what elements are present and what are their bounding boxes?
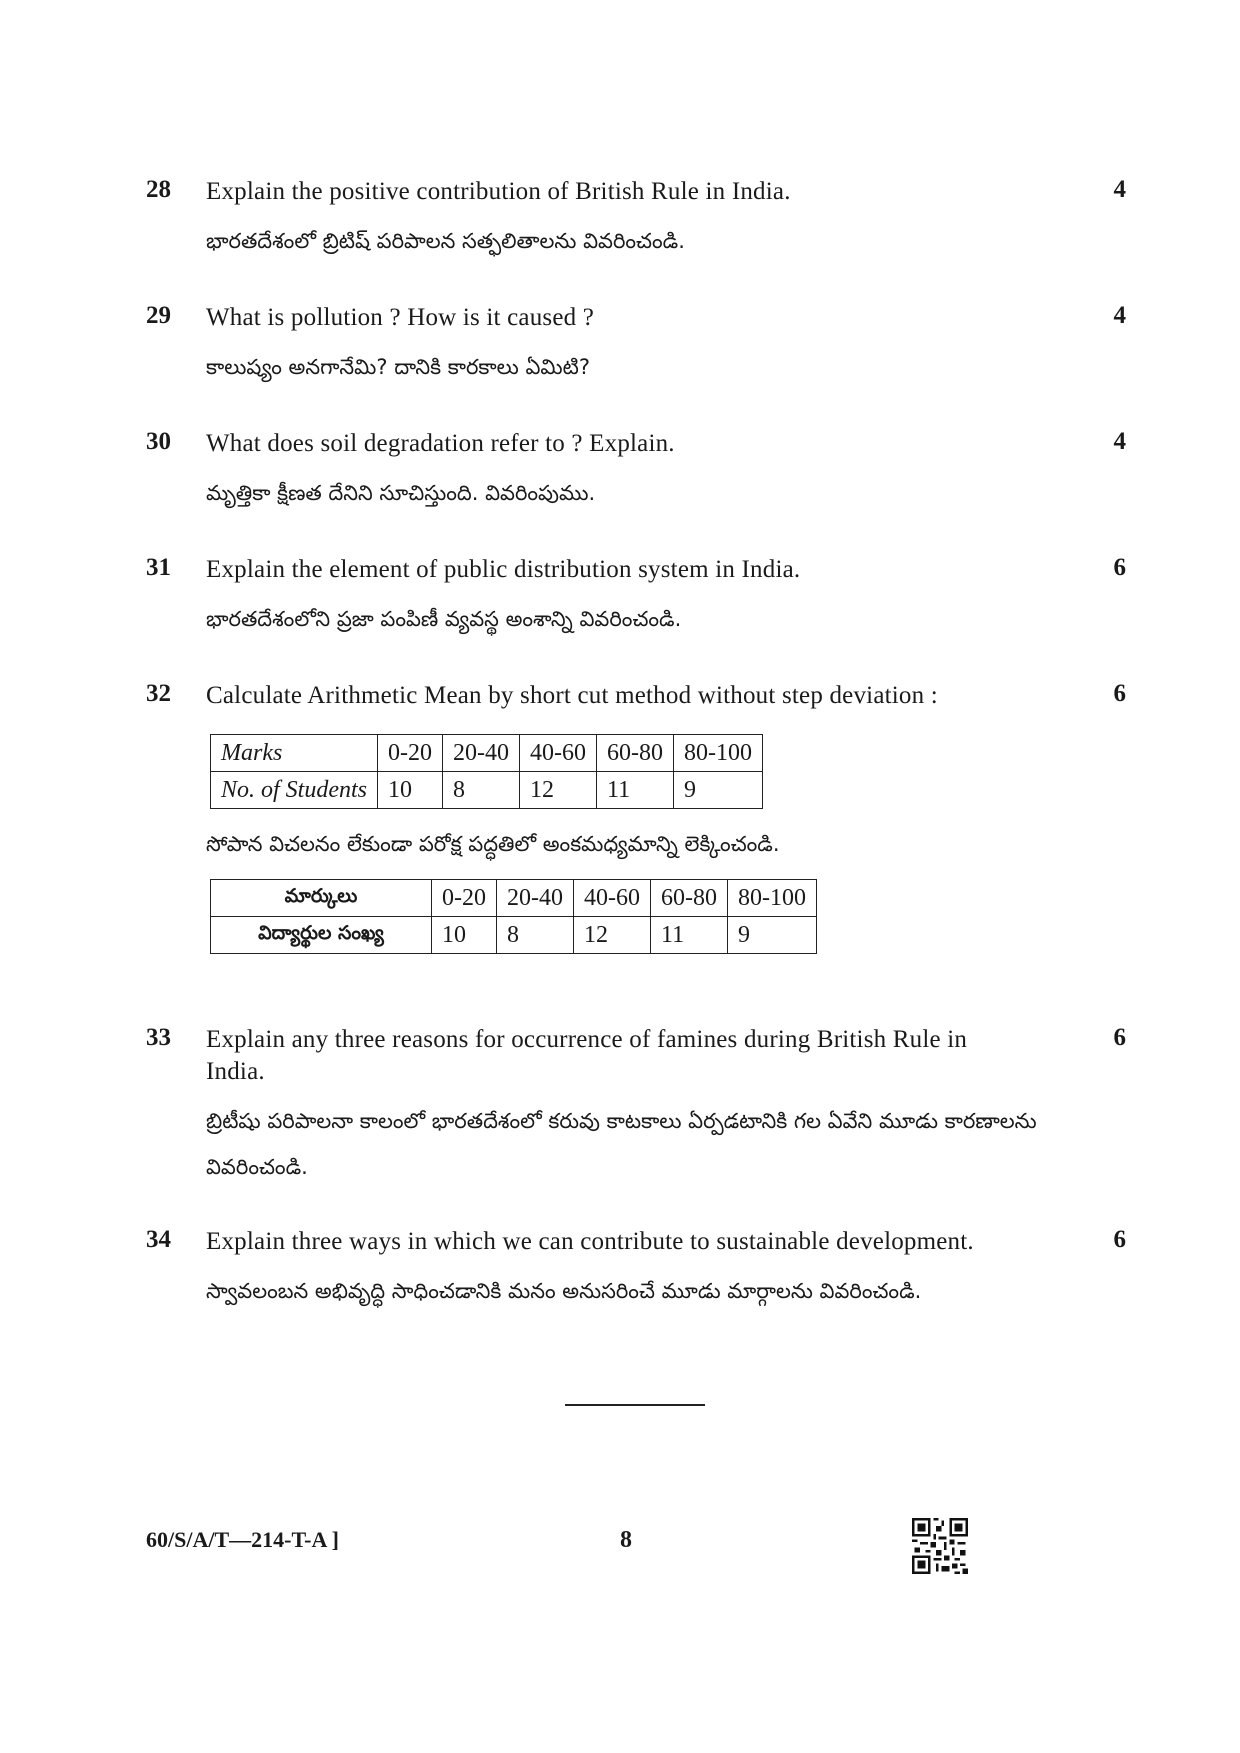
question-number: 32 <box>146 680 171 707</box>
question-text-telugu: భారతదేశంలో బ్రిటిష్ పరిపాలన సత్ఫలితాలను వివరించండి. <box>206 229 685 253</box>
question-number: 33 <box>146 1024 171 1051</box>
row-label: మార్కులు <box>211 880 432 917</box>
table-cell: 9 <box>674 772 763 809</box>
question-29 <box>146 302 1126 390</box>
qr-code-icon <box>912 1518 968 1574</box>
table-row <box>211 880 817 917</box>
question-marks: 6 <box>1113 1024 1126 1051</box>
question-number: 31 <box>146 554 171 581</box>
question-text-english: What does soil degradation refer to ? Explain. <box>206 430 675 457</box>
table-cell: 0-20 <box>432 880 497 917</box>
frequency-table-english <box>210 734 763 809</box>
question-number: 30 <box>146 428 171 455</box>
table-cell: 0-20 <box>378 735 443 772</box>
frequency-table-telugu <box>210 879 817 954</box>
question-text-english: Calculate Arithmetic Mean by short cut method without step deviation : <box>206 682 938 709</box>
paper-code: 60/S/A/T—214-T-A ] <box>146 1527 339 1552</box>
question-number: 28 <box>146 176 171 203</box>
question-34 <box>146 1226 1126 1314</box>
table-cell: 60-80 <box>651 880 728 917</box>
row-label: No. of Students <box>211 772 378 809</box>
question-text-english: What is pollution ? How is it caused ? <box>206 304 595 331</box>
table-cell: 12 <box>574 917 651 954</box>
question-30 <box>146 428 1126 516</box>
question-marks: 4 <box>1113 302 1126 329</box>
question-text-telugu: భారతదేశంలోని ప్రజా పంపిణీ వ్యవస్థ అంశాన్ని వివరించండి. <box>206 607 682 631</box>
table-cell: 8 <box>497 917 574 954</box>
table-row <box>211 772 763 809</box>
end-rule <box>565 1404 705 1406</box>
question-marks: 4 <box>1113 176 1126 203</box>
table-cell: 60-80 <box>597 735 674 772</box>
question-text-telugu: స్వావలంబన అభివృద్ధి సాధించడానికి మనం అనుసరించే మూడు మార్గాలను వివరించండి. <box>206 1279 922 1303</box>
table-row <box>211 735 763 772</box>
question-31 <box>146 554 1126 642</box>
question-28 <box>146 176 1126 264</box>
table-cell: 9 <box>728 917 817 954</box>
table-cell: 20-40 <box>497 880 574 917</box>
table-cell: 40-60 <box>574 880 651 917</box>
question-marks: 6 <box>1113 554 1126 581</box>
page-number: 8 <box>620 1527 632 1553</box>
table-row <box>211 917 817 954</box>
question-33 <box>146 1024 1126 1190</box>
row-label: Marks <box>211 735 378 772</box>
question-number: 29 <box>146 302 171 329</box>
table-cell: 80-100 <box>728 880 817 917</box>
question-text-telugu: సోపాన విచలనం లేకుండా పరోక్ష పద్ధతిలో అంకమధ్యమాన్ని లెక్కించండి. <box>206 832 780 856</box>
table-cell: 11 <box>651 917 728 954</box>
question-text-english: Explain any three reasons for occurrence of famines during British Rule in India. <box>206 1026 968 1085</box>
question-32 <box>146 680 1126 954</box>
table-cell: 12 <box>520 772 597 809</box>
question-marks: 6 <box>1113 680 1126 707</box>
question-text-telugu: మృత్తికా క్షీణత దేనిని సూచిస్తుంది. వివరింపుము. <box>206 481 596 505</box>
question-text-telugu: కాలుష్యం అనగానేమి? దానికి కారకాలు ఏమిటి? <box>206 355 590 379</box>
question-number: 34 <box>146 1226 171 1253</box>
table-cell: 80-100 <box>674 735 763 772</box>
table-cell: 11 <box>597 772 674 809</box>
table-cell: 10 <box>432 917 497 954</box>
question-text-english: Explain three ways in which we can contribute to sustainable development. <box>206 1228 974 1255</box>
table-cell: 20-40 <box>443 735 520 772</box>
table-cell: 10 <box>378 772 443 809</box>
question-text-english: Explain the positive contribution of British Rule in India. <box>206 178 791 205</box>
question-marks: 6 <box>1113 1226 1126 1253</box>
table-cell: 8 <box>443 772 520 809</box>
row-label: విద్యార్థుల సంఖ్య <box>211 917 432 954</box>
table-cell: 40-60 <box>520 735 597 772</box>
question-marks: 4 <box>1113 428 1126 455</box>
question-text-english: Explain the element of public distribution system in India. <box>206 556 801 583</box>
question-text-telugu: బ్రిటీషు పరిపాలనా కాలంలో భారతదేశంలో కరువు కాటకాలు ఏర్పడటానికి గల ఏవేని మూడు కారణాలను వివరించండి. <box>206 1109 1037 1179</box>
